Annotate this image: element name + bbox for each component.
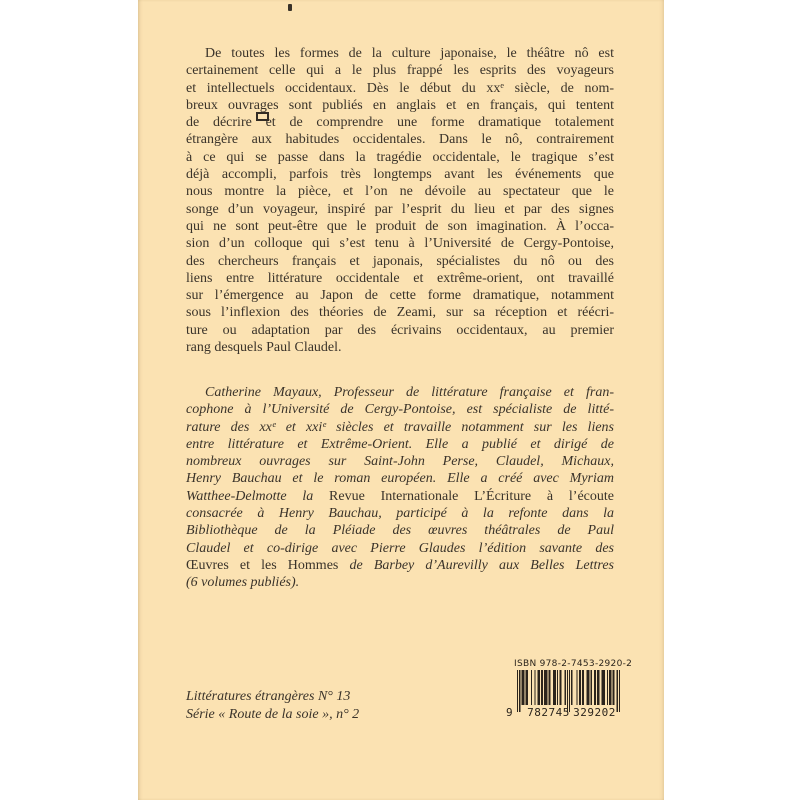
text-line: De toutes les formes de la culture japonaise, le théâtre nô est xyxy=(205,46,614,61)
text-line xyxy=(186,488,614,505)
italic-segment: Watthee-Delmotte la xyxy=(186,488,330,504)
text-line: consacrée à Henry Bauchau, participé à la refonte dans la xyxy=(186,506,614,522)
text-line: Claudel et co-dirige avec Pierre Glaudes l’édition savante des xyxy=(186,540,614,556)
text-line: nombreux ouvrages sur Saint-John Perse, Claudel, Michaux, xyxy=(186,454,614,470)
text-line: liens entre littérature occidentale et extrême-orient, ont travaillé xyxy=(186,270,614,286)
text-line: Henry Bauchau et le roman européen. Elle a créé avec Myriam xyxy=(186,471,614,487)
book-back-cover xyxy=(138,0,664,800)
text-line: et intellectuels occidentaux. Dès le début du xxᵉ siècle, de nom- xyxy=(186,80,614,96)
ean-right-group: 329202 xyxy=(573,706,616,719)
roman-segment: Œuvres et les Hommes xyxy=(186,557,350,573)
text-line: étrangère aux habitudes occidentales. Dans le nô, contrairement xyxy=(186,132,614,148)
text-line: Bibliothèque de la Pléiade des œuvres théâtrales de Paul xyxy=(186,523,614,539)
text-line: entre littérature et Extrême-Orient. Elle a publié et dirigé de xyxy=(186,436,614,452)
collection-subseries-line: Série « Route de la soie », n° 2 xyxy=(186,706,360,722)
text-line: qui ne sont peut-être que le produit de son imagination. À l’occa- xyxy=(186,218,614,234)
text-line xyxy=(186,557,614,574)
text-line: rang desquels Paul Claudel. xyxy=(186,340,342,356)
print-artifact xyxy=(256,112,269,121)
text-line: déjà accompli, parfois très longtemps avant les événements que xyxy=(186,167,614,183)
collection-info xyxy=(186,688,359,723)
ean-first-digit: 9 xyxy=(506,706,513,719)
isbn-label: ISBN 978-2-7453-2920-2 xyxy=(514,659,633,669)
ink-speck xyxy=(288,4,292,11)
text-line: sion d’un colloque qui s’est tenu à l’Université de Cergy-Pontoise, xyxy=(186,236,614,252)
text-line: ture ou adaptation par des écrivains occidentaux, au premier xyxy=(186,322,614,338)
text-line: à ce qui se passe dans la tragédie occidentale, le tragique s’est xyxy=(186,149,614,165)
text-line: des chercheurs français et japonais, spécialistes du nô ou des xyxy=(186,253,614,269)
author-bio-paragraph xyxy=(186,384,614,592)
ean-left-group: 782745 xyxy=(527,706,570,719)
collection-series-line: Littératures étrangères N° 13 xyxy=(186,689,351,704)
text-line: breux ouvrages sont publiés en anglais et en français, qui tentent xyxy=(186,97,614,113)
text-line: Catherine Mayaux, Professeur de littérature française et fran- xyxy=(205,385,614,400)
text-line: sous l’inflexion des théories de Zeami, sur sa réception et réécri- xyxy=(186,305,614,321)
text-line: songe d’un voyageur, inspiré par l’esprit du lieu et par des signes xyxy=(186,201,614,217)
isbn-barcode xyxy=(506,659,633,719)
text-line: cophone à l’Université de Cergy-Pontoise, est spécialiste de litté- xyxy=(186,402,614,418)
synopsis-paragraph xyxy=(186,45,614,356)
text-line: sur l’émergence au Japon de cette forme dramatique, notamment xyxy=(186,288,614,304)
text-line: nous montre la pièce, et l’on ne dévoile au spectateur que le xyxy=(186,184,614,200)
ean13-digits xyxy=(506,706,620,719)
text-line: rature des xxᵉ et xxiᵉ siècles et travaille notamment sur les liens xyxy=(186,419,614,435)
text-line: (6 volumes publiés). xyxy=(186,575,300,591)
italic-segment: de Barbey d’Aurevilly aux Belles Lettres xyxy=(349,557,614,573)
text-line: certainement celle qui a le plus frappé les esprits des voyageurs xyxy=(186,63,614,79)
roman-segment: Revue Internationale L’Écriture à l’écoute xyxy=(329,488,614,504)
text-line: de décrire et de comprendre une forme dramatique totalement xyxy=(186,115,614,131)
